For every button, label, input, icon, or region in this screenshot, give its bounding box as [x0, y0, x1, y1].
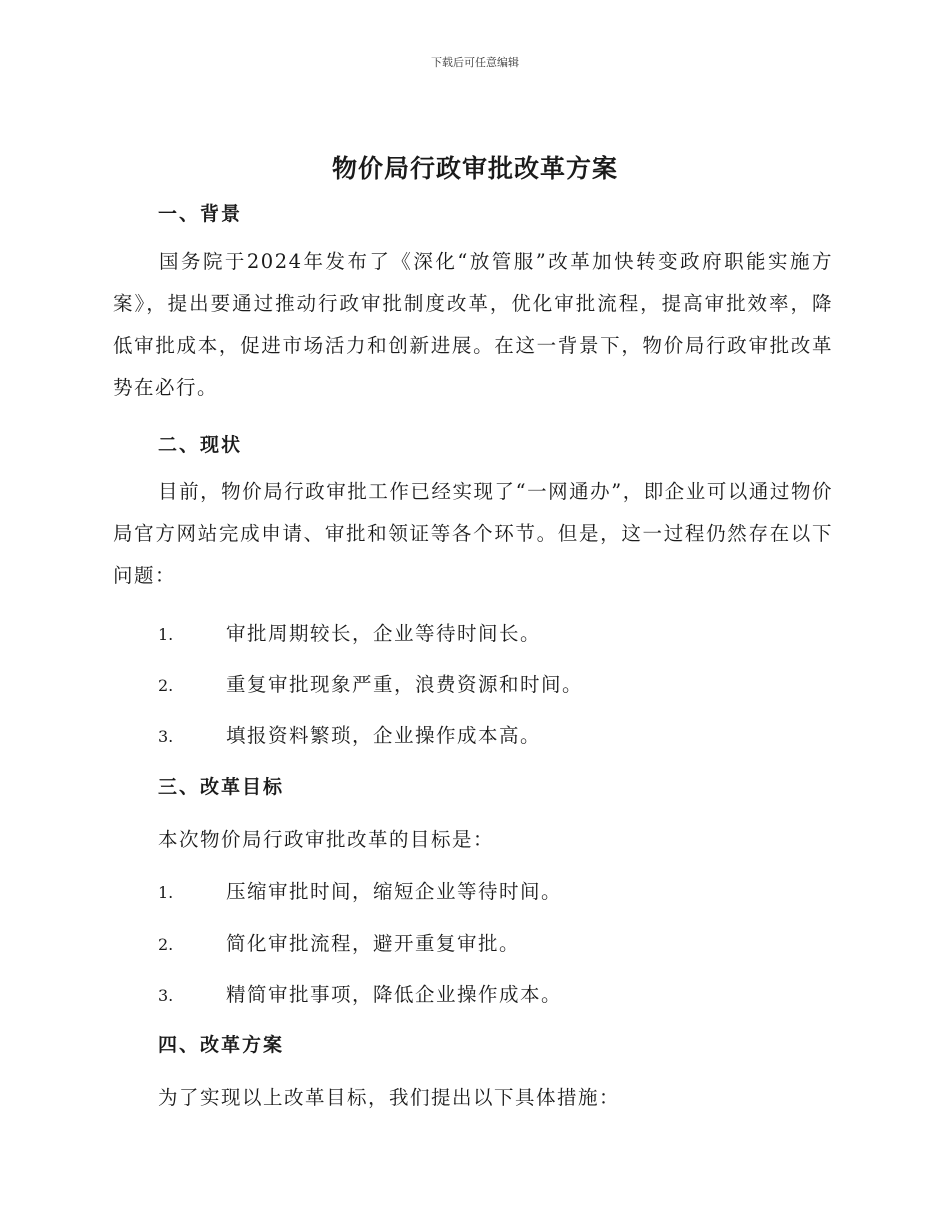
section-heading-background: 一、背景 — [158, 203, 243, 225]
background-paragraph — [113, 241, 833, 409]
list-item — [158, 618, 541, 646]
list-item — [158, 979, 562, 1007]
list-text: 精简审批事项，降低企业操作成本。 — [226, 983, 563, 1006]
list-text: 压缩审批时间，缩短企业等待时间。 — [226, 880, 563, 903]
list-number: 3. — [158, 727, 174, 746]
list-number: 1. — [158, 625, 174, 644]
list-number: 2. — [158, 676, 174, 695]
section-heading-goals: 三、改革目标 — [158, 776, 285, 798]
list-number: 1. — [158, 883, 174, 902]
plan-intro: 为了实现以上改革目标，我们提出以下具体措施： — [158, 1086, 621, 1109]
list-text: 填报资料繁琐，企业操作成本高。 — [226, 724, 542, 747]
list-item — [158, 928, 520, 956]
section-heading-plan: 四、改革方案 — [158, 1034, 285, 1056]
background-paragraph-text: 国务院于2024年发布了《深化“放管服”改革加快转变政府职能实施方案》，提出要通过推动行政审批制度改革，优化审批流程，提高审批效率，降低审批成本，促进市场活力和创新进展。在这一背景下，物价局行政审批改革势在必行。 — [113, 250, 833, 399]
status-paragraph — [113, 471, 833, 597]
list-text: 审批周期较长，企业等待时间长。 — [226, 622, 542, 645]
list-text: 重复审批现象严重，浪费资源和时间。 — [226, 673, 584, 696]
list-number: 2. — [158, 935, 174, 954]
list-item — [158, 876, 562, 904]
list-number: 3. — [158, 986, 174, 1005]
document-title: 物价局行政审批改革方案 — [331, 154, 618, 183]
status-paragraph-text: 目前，物价局行政审批工作已经实现了“一网通办”，即企业可以通过物价局官方网站完成申请、审批和领证等各个环节。但是，这一过程仍然存在以下问题： — [113, 480, 833, 587]
list-text: 简化审批流程，避开重复审批。 — [226, 932, 521, 955]
header-note: 下载后可任意编辑 — [431, 56, 519, 69]
section-heading-status: 二、现状 — [158, 434, 243, 456]
list-item — [158, 669, 583, 697]
list-item — [158, 720, 541, 748]
goals-intro: 本次物价局行政审批改革的目标是： — [158, 828, 495, 851]
